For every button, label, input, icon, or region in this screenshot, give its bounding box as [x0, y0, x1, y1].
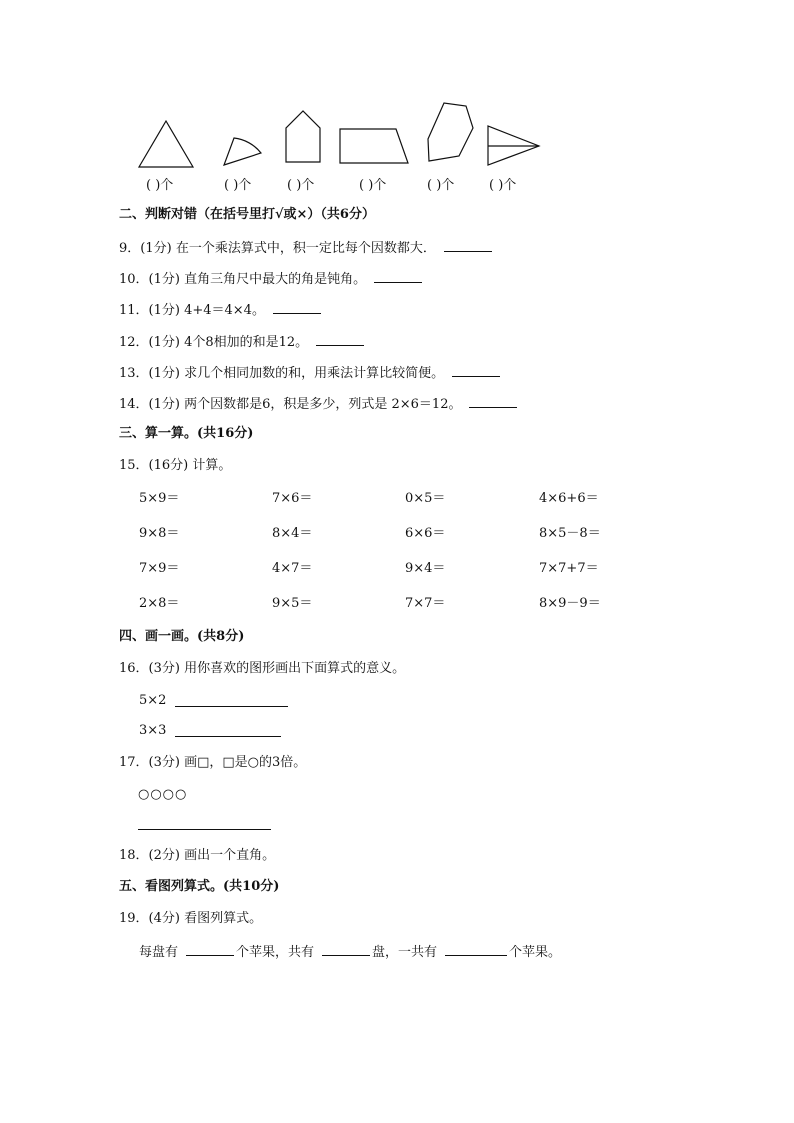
fill-text-2: 个苹果，共有	[236, 945, 315, 960]
calc-r1-c4[interactable]: 4×6+6＝	[539, 491, 599, 506]
question-11	[119, 301, 321, 319]
calc-r3-c1[interactable]: 7×9＝	[139, 561, 180, 576]
shapes-figure	[0, 0, 794, 200]
calc-r4-c4[interactable]: 8×9－9＝	[539, 596, 601, 611]
calc-r1-c2[interactable]: 7×6＝	[272, 491, 313, 506]
drawing-line-5x2[interactable]	[175, 706, 288, 707]
triangle-shape	[139, 121, 193, 167]
section2-heading: 二、判断对错（在括号里打√或×）（共6分）	[119, 207, 375, 222]
answer-blank-11[interactable]	[273, 301, 321, 314]
shape-count-blank-5[interactable]: ( )个	[427, 178, 455, 193]
shape-count-blank-6[interactable]: ( )个	[489, 178, 517, 193]
question-15: 15．(16分) 计算。	[119, 458, 232, 473]
expression-3x3: 3×3	[139, 723, 167, 738]
section3-heading: 三、算一算。(共16分)	[119, 426, 254, 441]
circle-group: ○○○○	[138, 787, 188, 802]
shape-count-blank-2[interactable]: ( )个	[224, 178, 252, 193]
question-10-text: 10．(1分) 直角三角尺中最大的角是钝角。	[119, 272, 367, 287]
drawing-line-3x3[interactable]	[175, 736, 281, 737]
question-9	[119, 239, 492, 257]
blank-apples-per-plate[interactable]	[186, 943, 234, 956]
question-11-text: 11．(1分) 4+4＝4×4。	[119, 303, 265, 318]
blank-plate-count[interactable]	[322, 943, 370, 956]
fill-text-3: 盘，一共有	[372, 945, 438, 960]
drawing-line-squares[interactable]	[138, 829, 271, 830]
section4-heading: 四、画一画。(共8分)	[119, 629, 245, 644]
question-17: 17．(3分) 画□，□是○的3倍。	[119, 755, 307, 770]
shape-count-blank-4[interactable]: ( )个	[359, 178, 387, 193]
expression-5x2: 5×2	[139, 693, 167, 708]
shape-count-blank-3[interactable]: ( )个	[287, 178, 315, 193]
trapezoid-shape	[340, 129, 408, 163]
calc-r2-c2[interactable]: 8×4＝	[272, 526, 313, 541]
answer-blank-13[interactable]	[452, 364, 500, 377]
calc-r2-c3[interactable]: 6×6＝	[405, 526, 446, 541]
fill-text-1: 每盘有	[139, 945, 179, 960]
sector-shape	[224, 138, 261, 165]
calc-r4-c2[interactable]: 9×5＝	[272, 596, 313, 611]
fill-text-4: 个苹果。	[509, 945, 562, 960]
blank-total-apples[interactable]	[445, 943, 507, 956]
hexagon-shape	[428, 103, 473, 161]
calc-r3-c2[interactable]: 4×7＝	[272, 561, 313, 576]
question-16: 16．(3分) 用你喜欢的图形画出下面算式的意义。	[119, 661, 406, 676]
apple-fill-sentence	[139, 943, 561, 961]
answer-blank-10[interactable]	[374, 270, 422, 283]
calc-r4-c1[interactable]: 2×8＝	[139, 596, 180, 611]
calc-r3-c3[interactable]: 9×4＝	[405, 561, 446, 576]
question-9-text: 9．(1分) 在一个乘法算式中，积一定比每个因数都大．	[119, 241, 436, 256]
answer-blank-14[interactable]	[469, 395, 517, 408]
calc-r2-c4[interactable]: 8×5－8＝	[539, 526, 601, 541]
question-13	[119, 364, 500, 382]
calc-r4-c3[interactable]: 7×7＝	[405, 596, 446, 611]
question-12	[119, 333, 364, 351]
question-14	[119, 395, 517, 413]
question-12-text: 12．(1分) 4个8相加的和是12。	[119, 335, 309, 350]
answer-blank-9[interactable]	[444, 239, 492, 252]
calc-r2-c1[interactable]: 9×8＝	[139, 526, 180, 541]
pentagon-shape	[286, 111, 320, 162]
question-13-text: 13．(1分) 求几个相同加数的和，用乘法计算比较简便。	[119, 366, 445, 381]
calc-r3-c4[interactable]: 7×7+7＝	[539, 561, 599, 576]
question-19: 19．(4分) 看图列算式。	[119, 911, 263, 926]
answer-blank-12[interactable]	[316, 333, 364, 346]
shape-count-blank-1[interactable]: ( )个	[146, 178, 174, 193]
question-10	[119, 270, 422, 288]
question-14-text: 14．(1分) 两个因数都是6，积是多少，列式是 2×6＝12。	[119, 397, 462, 412]
section5-heading: 五、看图列算式。(共10分)	[119, 879, 280, 894]
calc-r1-c1[interactable]: 5×9＝	[139, 491, 180, 506]
calc-r1-c3[interactable]: 0×5＝	[405, 491, 446, 506]
question-18: 18．(2分) 画出一个直角。	[119, 848, 276, 863]
